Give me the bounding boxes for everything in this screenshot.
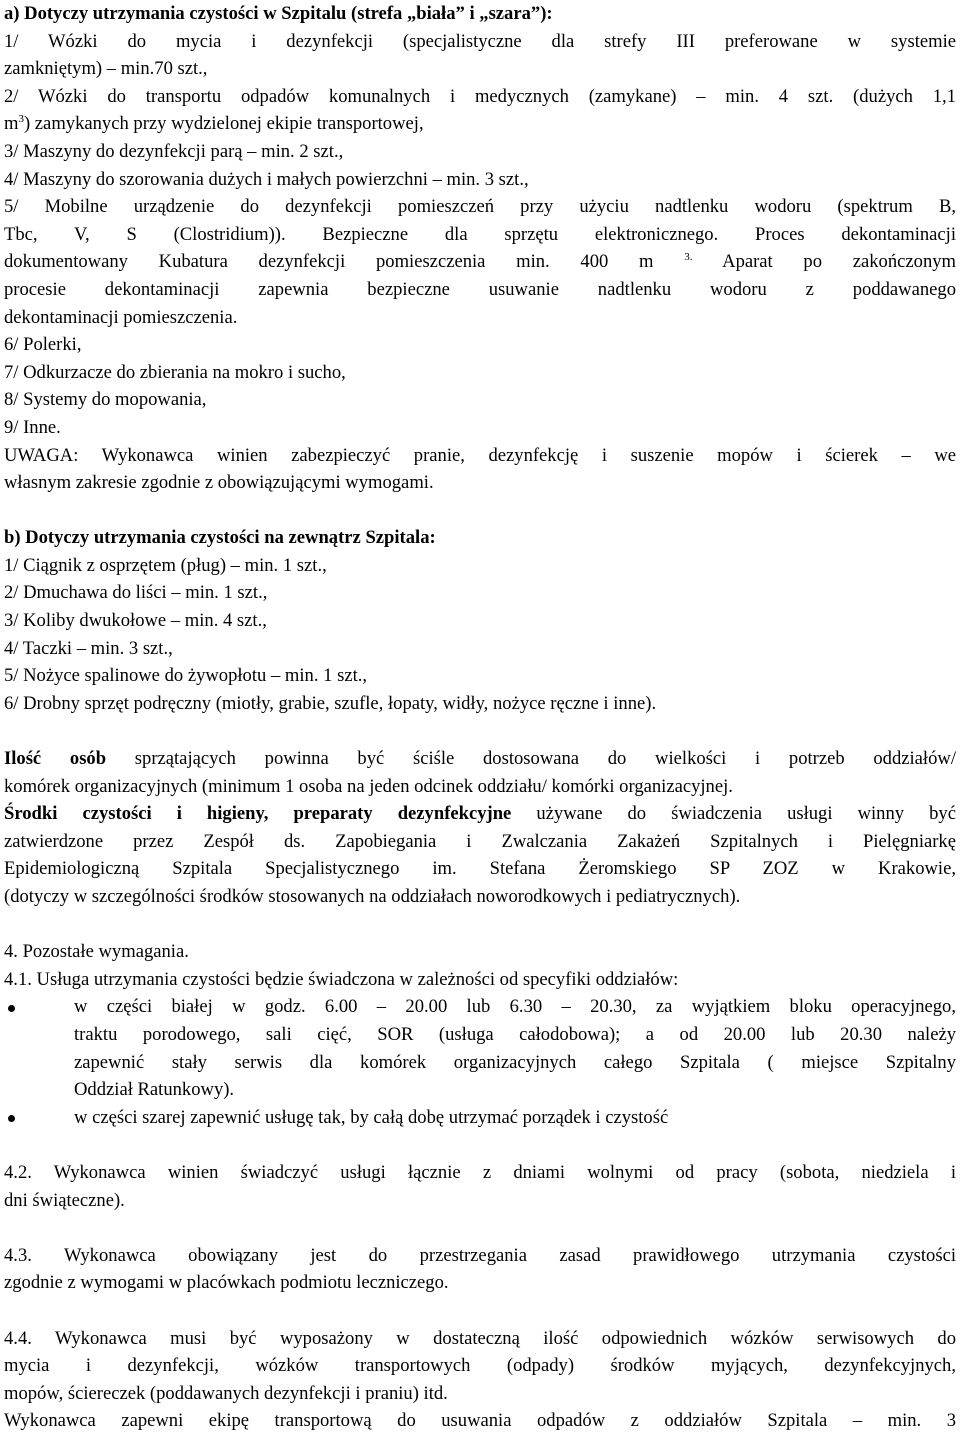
list-item: 5/ Mobilne urządzenie do dezynfekcji pomieszczeń przy użyciu nadtlenku wodoru (spektrum B, [4,196,956,218]
paragraph-4-3: 4.3. Wykonawca obowiązany jest do przestrzegania zasad prawidłowego utrzymania czystości [4,1244,956,1266]
agents-paragraph: Środki czystości i higieny, preparaty dezynfekcyjne używane do świadczenia usługi winny być [4,803,956,825]
bullet-text: w części szarej zapewnić usługę tak, by całą dobę utrzymać porządek i czystość [74,1106,669,1128]
list-item: dokumentowany Kubatura dezynfekcji pomieszczenia min. 400 m $^{3.}$ Aparat po zakończonym [4,251,956,273]
list-item: 6/ Polerki, [4,334,82,356]
agents-paragraph: Epidemiologiczną Szpitala Specjalistycznego im. Stefana Żeromskiego SP ZOZ w Krakowie, [4,858,956,880]
bullet-text: Oddział Ratunkowy). [74,1079,235,1101]
list-item: 8/ Systemy do mopowania, [4,389,207,411]
list-item: 9/ Inne. [4,416,61,438]
bullet-text: w części białej w godz. 6.00 – 20.00 lub 6.30 – 20.30, za wyjątkiem bloku operacyjnego, [74,996,956,1018]
persons-paragraph: komórek organizacyjnych (minimum 1 osoba na jeden odcinek oddziału/ komórki organizacyjnej. [4,775,733,797]
bullet-icon [4,993,74,1103]
list-item: 2/ Dmuchawa do liści – min. 1 szt., [4,582,268,604]
list-item: 4/ Taczki – min. 3 szt., [4,637,173,659]
list-item: 2/ Wózki do transportu odpadów komunalnych i medycznych (zamykane) – min. 4 szt. (dużych 1,1 [4,85,956,107]
agents-paragraph: (dotyczy w szczególności środków stosowanych na oddziałach noworodkowych i pediatrycznych). [4,886,741,907]
section-4-heading: 4. Pozostałe wymagania. [4,941,189,963]
paragraph-4-4: Wykonawca zapewni ekipę transportową do usuwania odpadów z oddziałów Szpitala – min. 3 [4,1410,956,1432]
agents-paragraph: zatwierdzone przez Zespół ds. Zapobiegania i Zwalczania Zakażeń Szpitalnych i Pielęgniarkę [4,830,956,852]
section-b-heading: b) Dotyczy utrzymania czystości na zewnątrz Szpitala: [4,527,436,549]
list-item: zamkniętym) – min.70 szt., [4,58,208,80]
paragraph-4-2: dni świąteczne). [4,1189,125,1211]
list-item: $m^3$) zamykanych przy wydzielonej ekipie transportowej, [4,113,424,135]
list-item: 6/ Drobny sprzęt podręczny (miotły, grabie, szufle, łopaty, widły, nożyce ręczne i inne). [4,692,657,714]
list-item: Tbc, V, S (Clostridium)). Bezpieczne dla sprzętu elektronicznego. Proces dekontaminacji [4,223,956,245]
uwaga-note: UWAGA: Wykonawca winien zabezpieczyć pranie, dezynfekcję i suszenie mopów i ścierek – we [4,444,956,466]
list-item: 1/ Wózki do mycia i dezynfekcji (specjalistyczne dla strefy III preferowane w systemie [4,30,956,52]
paragraph-4-4: 4.4. Wykonawca musi być wyposażony w dostateczną ilość odpowiednich wózków serwisowych do [4,1327,956,1349]
bullet-item [4,1104,956,1132]
section-a-heading: a) Dotyczy utrzymania czystości w Szpitalu (strefa „biała” i „szara”): [4,3,553,24]
bullet-text: zapewnić stały serwis dla komórek organizacyjnych całego Szpitala ( miejsce Szpitalny [74,1051,956,1073]
uwaga-note: własnym zakresie zgodnie z obowiązującymi wymogami. [4,472,434,494]
list-item: dekontaminacji pomieszczenia. [4,306,238,328]
list-item: 7/ Odkurzacze do zbierania na mokro i sucho, [4,361,346,383]
paragraph-4-2: 4.2. Wykonawca winien świadczyć usługi łącznie z dniami wolnymi od pracy (sobota, niedziela i [4,1161,956,1183]
paragraph-4-4: mycia i dezynfekcji, wózków transportowych (odpady) środków myjących, dezynfekcyjnych, [4,1355,956,1377]
list-item: 3/ Koliby dwukołowe – min. 4 szt., [4,610,267,632]
persons-paragraph: Ilość osób sprzątających powinna być ściśle dostosowana do wielkości i potrzeb oddziałów/ [4,748,956,770]
list-item: procesie dekontaminacji zapewnia bezpieczne usuwanie nadtlenku wodoru z poddawanego [4,278,956,300]
bullet-icon [4,1104,74,1132]
paragraph-4-1: 4.1. Usługa utrzymania czystości będzie świadczona w zależności od specyfiki oddziałów: [4,968,679,990]
list-item: 3/ Maszyny do dezynfekcji parą – min. 2 szt., [4,140,344,162]
paragraph-4-3: zgodnie z wymogami w placówkach podmiotu leczniczego. [4,1272,449,1294]
bullet-item [4,993,956,1103]
list-item: 1/ Ciągnik z osprzętem (pług) – min. 1 szt., [4,554,327,576]
bullet-text: traktu porodowego, sali cięć, SOR (usługa całodobowa); a od 20.00 lub 20.30 należy [74,1023,956,1045]
paragraph-4-4: mopów, ściereczek (poddawanych dezynfekcji i praniu) itd. [4,1382,448,1404]
list-item: 4/ Maszyny do szorowania dużych i małych powierzchni – min. 3 szt., [4,168,529,190]
list-item: 5/ Nożyce spalinowe do żywopłotu – min. 1 szt., [4,665,368,687]
